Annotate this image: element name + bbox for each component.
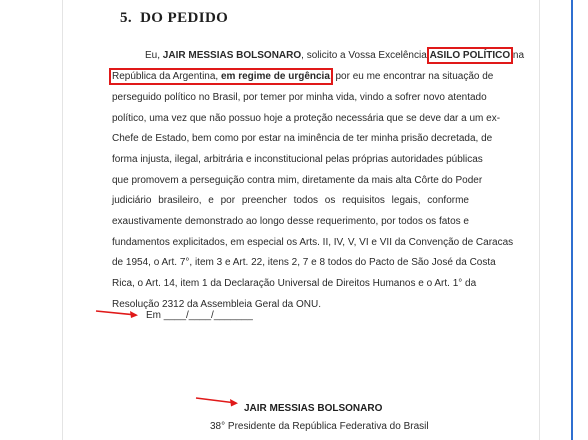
- arrow-signature-icon: [196, 396, 240, 408]
- paragraph-line-6: forma injusta, ilegal, arbitrária e inconstitucional pelas próprias autoridades públicas: [112, 154, 483, 165]
- text-run: na: [510, 50, 525, 61]
- section-title: DO PEDIDO: [140, 10, 229, 26]
- highlight-argentina-urgencia: [112, 71, 330, 82]
- requester-name: JAIR MESSIAS BOLSONARO: [162, 50, 302, 61]
- paragraph-line-5: Chefe de Estado, bem como por estar na iminência de ter minha prisão decretada, de: [112, 133, 493, 144]
- date-line: Em ____/____/_______: [146, 310, 253, 321]
- paragraph-line-1: [145, 50, 525, 62]
- highlight-asilo-politico: ASILO POLÍTICO: [429, 50, 511, 61]
- text-run: , por eu me encontrar na situação de: [329, 71, 494, 82]
- paragraph-line-10: fundamentos explicitados, em especial os Arts. II, IV, V, VI e VII da Convenção de Caracas: [112, 237, 514, 248]
- paragraph-line-7: que promovem a perseguição contra mim, diretamente da mais alta Côrte do Poder: [112, 175, 483, 186]
- signature-name: JAIR MESSIAS BOLSONARO: [244, 403, 383, 414]
- paragraph-line-12: Rica, o Art. 14, item 1 da Declaração Universal de Direitos Humanos e o Art. 1° da: [112, 278, 477, 289]
- arrow-date-line-icon: [96, 308, 140, 320]
- page-edge-rule: [571, 0, 573, 440]
- signature-title: 38° Presidente da República Federativa do Brasil: [210, 421, 429, 432]
- paragraph-line-11: de 1954, o Art. 7°, item 3 e Art. 22, itens 2, 7 e 8 todos do Pacto de São José da Costa: [112, 257, 496, 268]
- paragraph-line-2: [112, 71, 494, 83]
- text-run: , solicito a Vossa Excelência: [301, 50, 430, 61]
- paragraph-line-4: político, uma vez que não possuo hoje a proteção necessária que se deve dar a um ex-: [112, 113, 501, 124]
- text-run: República da Argentina,: [112, 71, 221, 82]
- paragraph-line-3: perseguido político no Brasil, por temer por minha vida, vindo a sofrer novo atentado: [112, 92, 487, 103]
- paragraph-line-13: Resolução 2312 da Assembleia Geral da ONU.: [112, 299, 322, 310]
- section-heading: [120, 10, 228, 27]
- paragraph-line-9: exaustivamente demonstrado ao longo desse requerimento, por todos os fatos e: [112, 216, 469, 227]
- section-number: 5.: [120, 10, 133, 26]
- paragraph-line-8: judiciário brasileiro, e por preencher todos os requisitos legais, conforme: [112, 195, 469, 206]
- text-run: Eu,: [145, 50, 163, 61]
- bold-urgencia: em regime de urgência: [220, 71, 330, 82]
